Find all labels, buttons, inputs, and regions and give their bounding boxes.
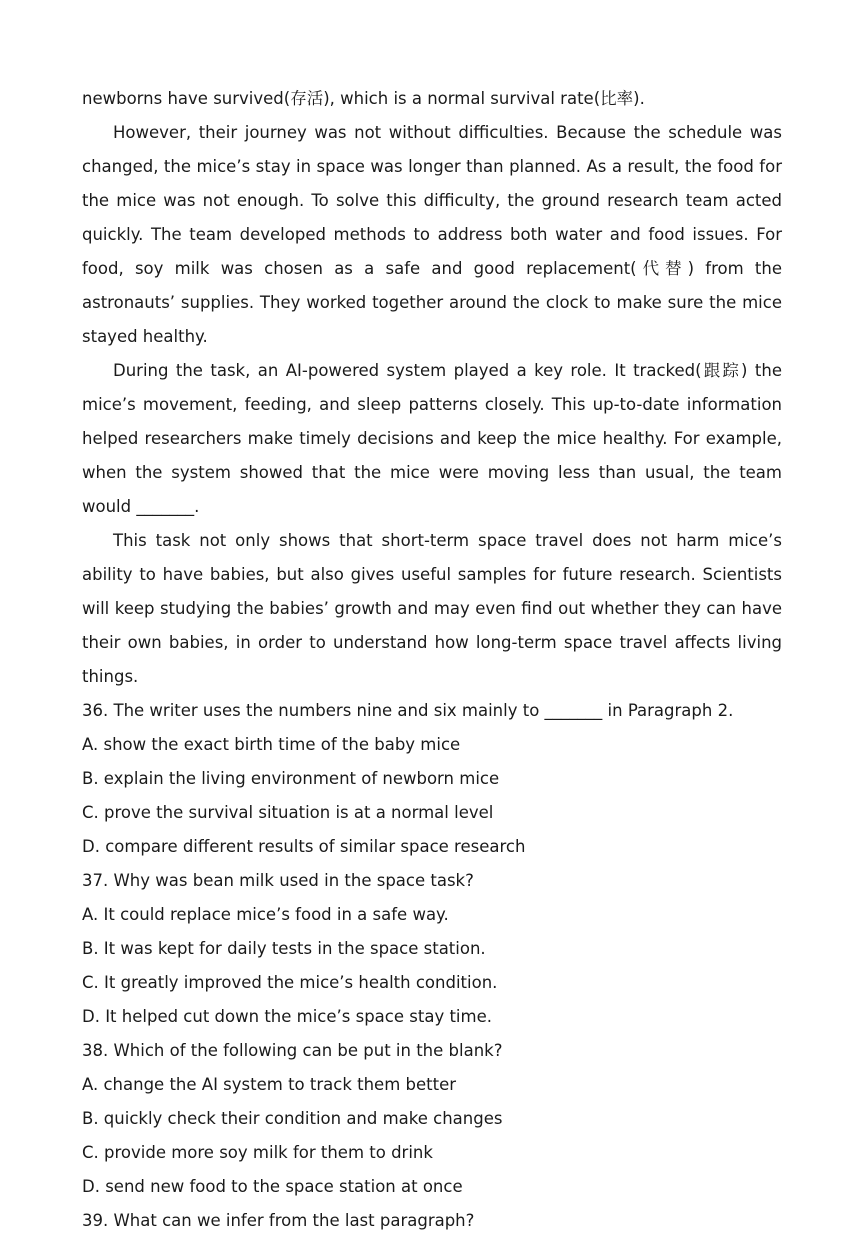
document-page <box>82 82 782 1238</box>
question-stem: 36. The writer uses the numbers nine and six mainly to _______ in Paragraph 2. <box>82 701 734 720</box>
question-stem: 37. Why was bean milk used in the space task? <box>82 871 474 890</box>
question-36 <box>82 694 782 864</box>
option-c: C. prove the survival situation is at a normal level <box>82 803 494 822</box>
option-d: D. It helped cut down the mice’s space stay time. <box>82 1007 492 1026</box>
option-b: B. It was kept for daily tests in the space station. <box>82 939 486 958</box>
paragraph-3: During the task, an AI-powered system played a key role. It tracked(跟踪) the mice’s movement, feeding, and sleep patterns closely. This up-to-date information helped researchers make timely decisions and keep the mice healthy. For example, when the system showed that the mice were moving less than usual, the team would _______. <box>82 361 782 516</box>
question-39 <box>82 1204 782 1238</box>
question-stem: 39. What can we infer from the last paragraph? <box>82 1211 475 1230</box>
paragraph-4: This task not only shows that short-term space travel does not harm mice’s ability to have babies, but also gives useful samples for future research. Scientists will keep studying the babies’ growth and may even find out whether they can have their own babies, in order to understand how long-term space travel affects living things. <box>82 531 782 686</box>
option-a: A. show the exact birth time of the baby mice <box>82 735 461 754</box>
option-a: A. change the AI system to track them better <box>82 1075 457 1094</box>
paragraph-1-continuation: newborns have survived(存活), which is a normal survival rate(比率). <box>82 89 645 108</box>
option-b: B. explain the living environment of newborn mice <box>82 769 500 788</box>
question-38 <box>82 1034 782 1204</box>
option-a: A. It could replace mice’s food in a safe way. <box>82 905 449 924</box>
option-c: C. It greatly improved the mice’s health condition. <box>82 973 498 992</box>
paragraph-2: However, their journey was not without difficulties. Because the schedule was changed, the mice’s stay in space was longer than planned. As a result, the food for the mice was not enough. To solve this difficulty, the ground research team acted quickly. The team developed methods to address both water and food issues. For food, soy milk was chosen as a safe and good replacement(代替) from the astronauts’ supplies. They worked together around the clock to make sure the mice stayed healthy. <box>82 123 782 346</box>
question-stem: 38. Which of the following can be put in the blank? <box>82 1041 503 1060</box>
option-d: D. send new food to the space station at once <box>82 1177 463 1196</box>
option-c: C. provide more soy milk for them to drink <box>82 1143 433 1162</box>
question-37 <box>82 864 782 1034</box>
option-b: B. quickly check their condition and make changes <box>82 1109 503 1128</box>
option-d: D. compare different results of similar space research <box>82 837 526 856</box>
